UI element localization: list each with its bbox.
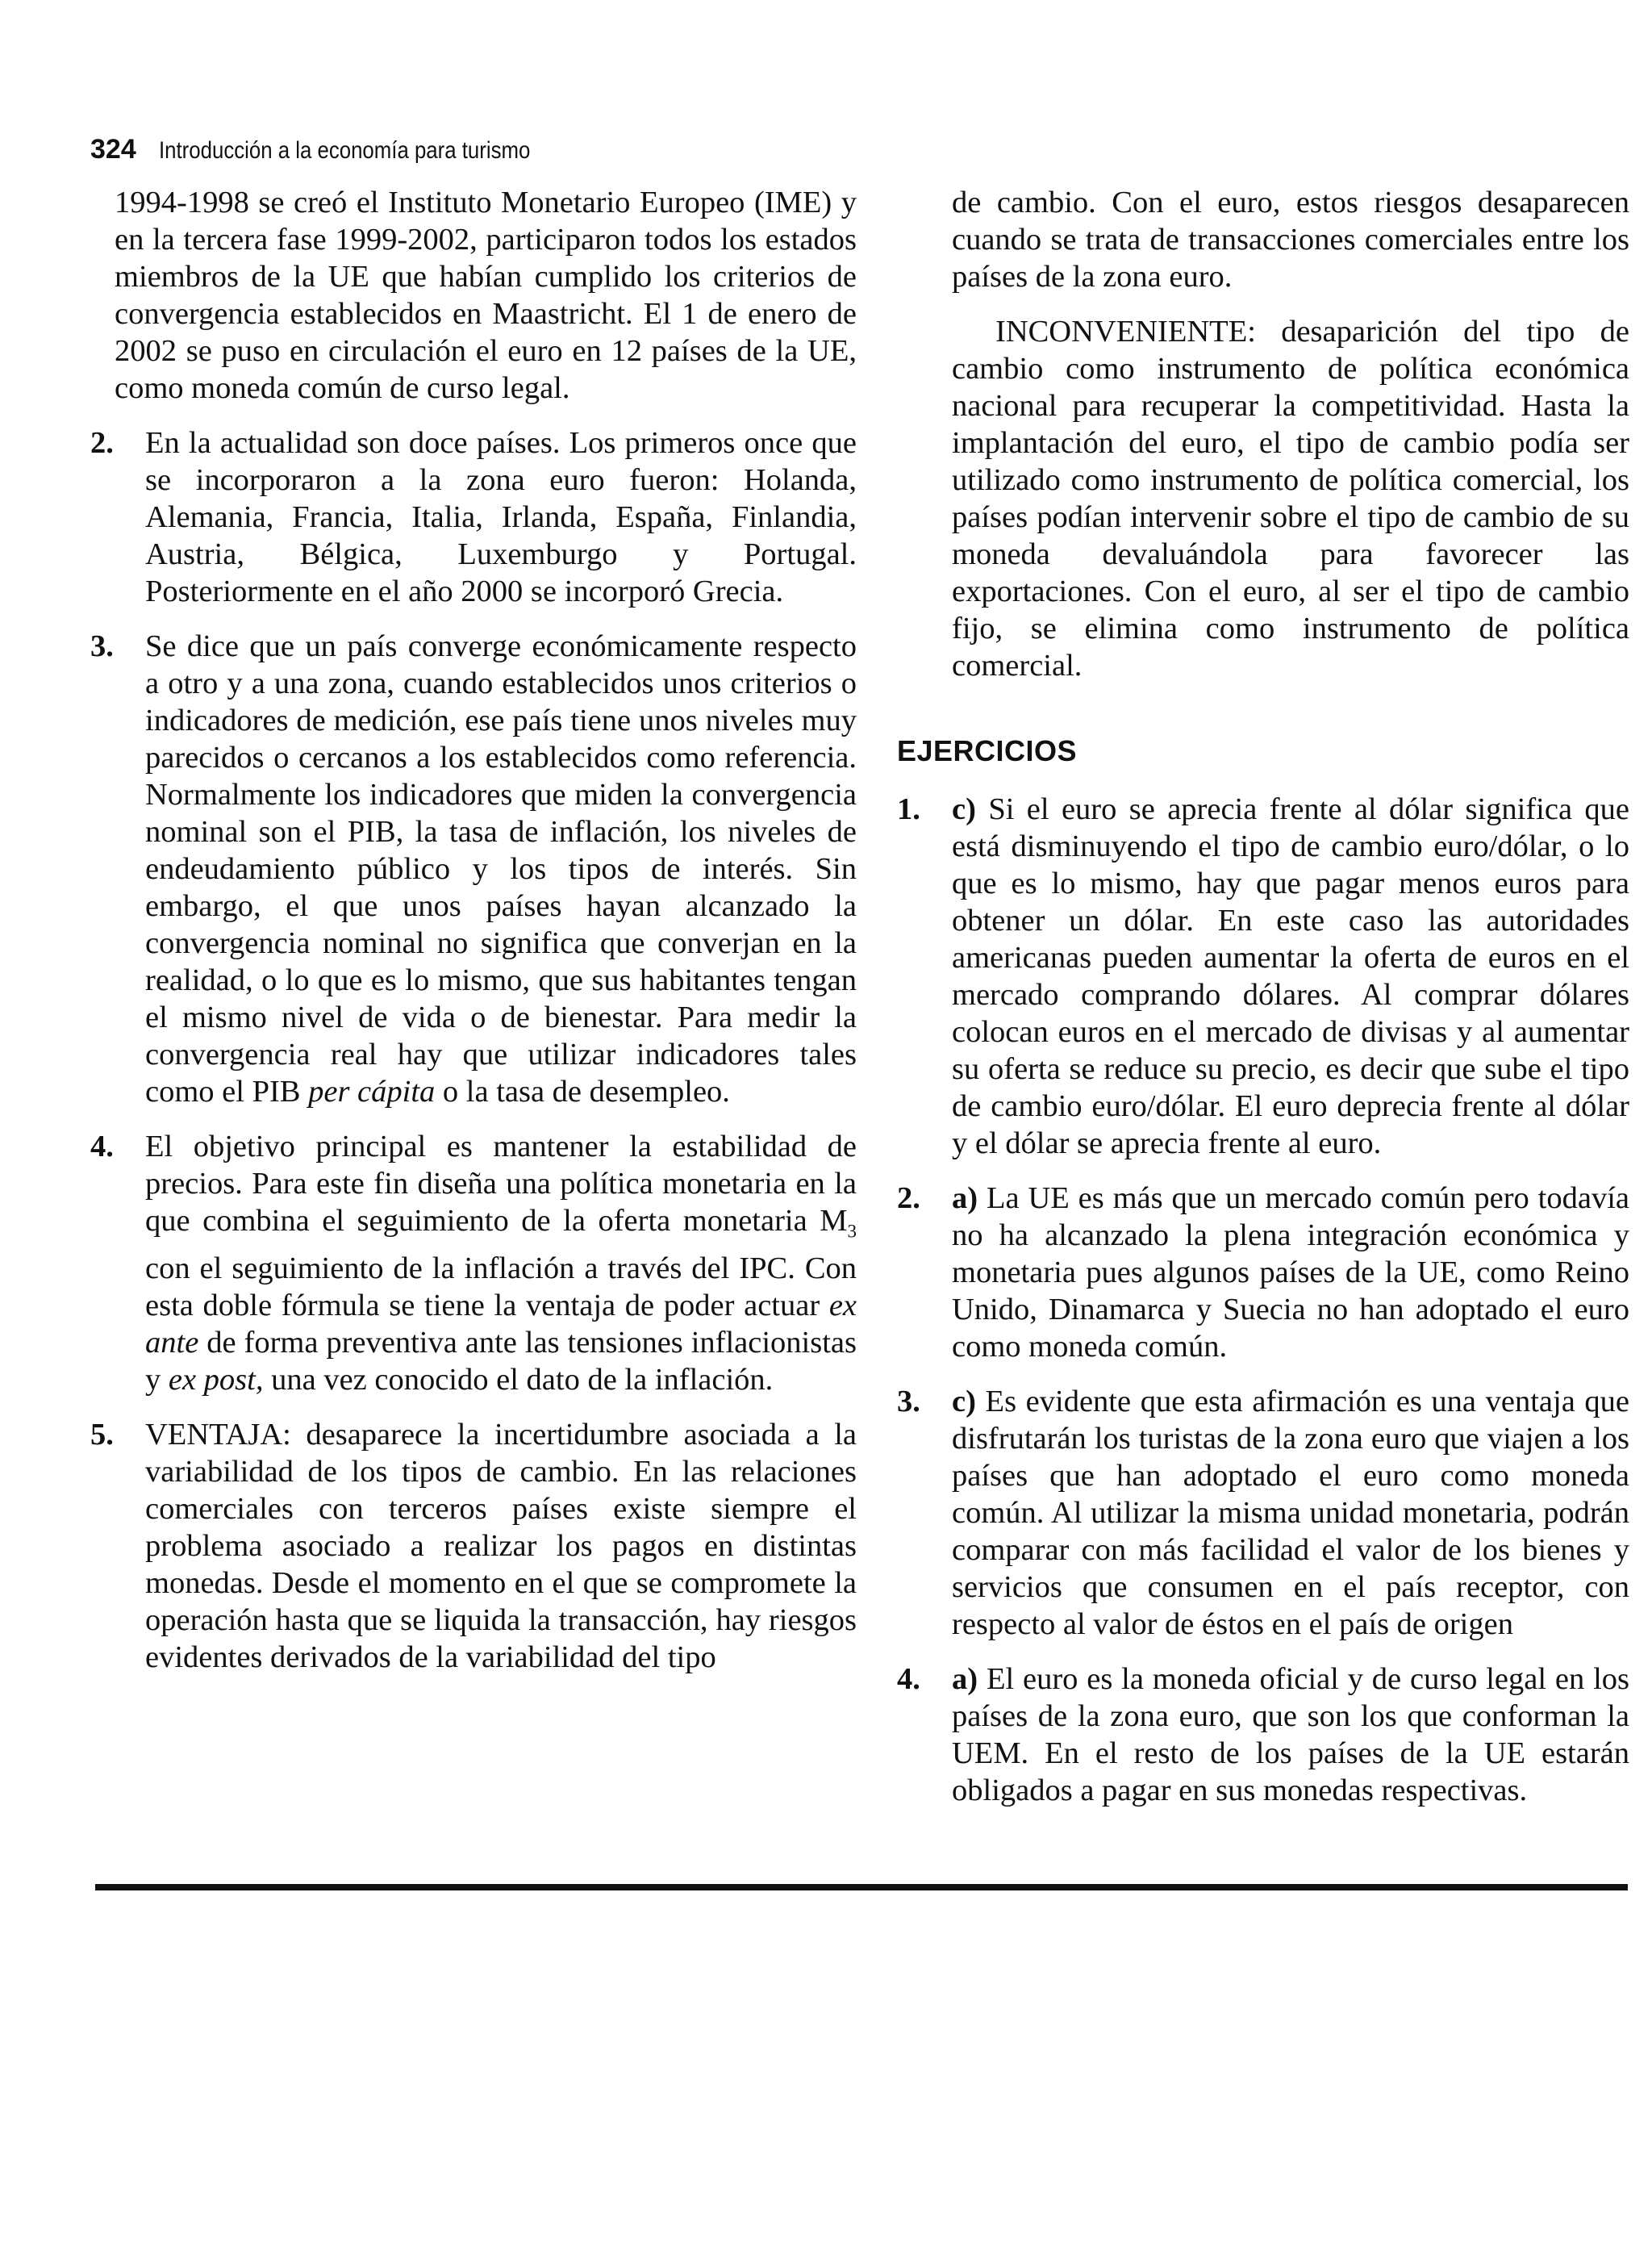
running-title: Introducción a la economía para turismo — [158, 137, 531, 164]
exercise-item-2 — [897, 1180, 1629, 1365]
item-text: de forma preventiva ante las tensiones inflacionistas y — [145, 1325, 857, 1397]
item-number: 1. — [897, 792, 920, 826]
answer-letter: c) — [952, 1385, 976, 1418]
item-text: Se dice que un país converge económicamente respecto a otro y a una zona, cuando establecidos unos criterios o indicadores de medición, ese país tiene unos niveles muy parecidos o cercanos a los establecidos como referencia. Normalmente los indicadores que miden la convergencia nominal son el PIB, la tasa de inflación, los niveles de endeudamiento público y los tipos de interés. Sin embargo, el que unos países hayan alcanzado la convergencia nominal no significa que converjan en la realidad, o lo que es lo mismo, que sus habitantes tengan el mismo nivel de vida o de bienestar. Para medir la convergencia real hay que utilizar indicadores tales como el PIB — [145, 629, 857, 1109]
right-column — [897, 184, 1630, 1827]
subscript: 3 — [847, 1220, 857, 1242]
item-text: VENTAJA: desaparece la incertidumbre asociada a la variabilidad de los tipos de cambio. En las relaciones comerciales con terceros países existe siempre el problema asociado a realizar los pagos en distintas monedas. Desde el momento en el que se compromete la operación hasta que se liquida la transacción, hay riesgos evidentes derivados de la variabilidad del tipo — [145, 1417, 857, 1674]
answer-item-4 — [90, 1128, 857, 1398]
item-text: La UE es más que un mercado común pero todavía no ha alcanzado la plena integración económica y monetaria pues algunos países de la UE, como Reino Unido, Dinamarca y Suecia no han adoptado el euro como moneda común. — [952, 1181, 1630, 1364]
section-heading: EJERCICIOS — [897, 734, 1078, 767]
item-text: Si el euro se aprecia frente al dólar significa que está disminuyendo el tipo de cambio euro/dólar, o lo que es lo mismo, hay que pagar menos euros para obtener un dólar. En este caso las autoridades americanas pueden aumentar la oferta de euros en el mercado comprando dólares. Al comprar dólares colocan euros en el mercado de divisas y al aumentar su oferta se reduce su precio, es decir que sube el tipo de cambio euro/dólar. El euro deprecia frente al dólar y el dólar se aprecia frente al euro. — [952, 792, 1630, 1160]
exercise-item-4 — [897, 1661, 1629, 1809]
item-text: una vez conocido el dato de la inflación. — [263, 1362, 774, 1397]
page-header — [90, 134, 590, 165]
answer-letter: a) — [952, 1181, 978, 1215]
left-column — [90, 184, 857, 1694]
answer-letter: a) — [952, 1662, 978, 1696]
inconveniente-paragraph: INCONVENIENTE: desaparición del tipo de cambio como instrumento de política económica nacional para recuperar la competitividad. Hasta la implantación del euro, el tipo de cambio podía ser utilizado como instrumento de política comercial, los países podían intervenir sobre el tipo de cambio de su moneda devaluándola para favorecer las exportaciones. Con el euro, al ser el tipo de cambio fijo, se elimina como instrumento de política comercial. — [952, 315, 1629, 683]
item-text: El euro es la moneda oficial y de curso legal en los países de la zona euro, que son los que conforman la UEM. En el resto de los países de la UE estarán obligados a pagar en sus monedas respectivas. — [952, 1662, 1630, 1807]
item-number: 3. — [90, 629, 114, 663]
item-number: 3. — [897, 1385, 920, 1418]
answer-item-5 — [90, 1416, 857, 1676]
item-number: 4. — [897, 1662, 920, 1696]
item-number: 2. — [90, 426, 114, 460]
item-text: En la actualidad son doce países. Los primeros once que se incorporaron a la zona euro fueron: Holanda, Alemania, Francia, Italia, Irlanda, España, Finlandia, Austria, Bélgica, Luxemburgo y Portugal. Posteriormente en el año 2000 se incorporó Grecia. — [145, 426, 857, 608]
item-text-italic: ex ante — [145, 1288, 857, 1360]
item-text-italic: per cápita — [308, 1075, 436, 1109]
item-number: 4. — [90, 1130, 114, 1163]
item-text: Es evidente que esta afirmación es una ventaja que disfrutarán los turistas de la zona euro que viajen a los países que han adoptado el euro como moneda común. Al utilizar la misma unidad monetaria, podrán comparar con más facilidad el valor de los bienes y servicios que consumen en el país receptor, con respecto al valor de éstos en el país de origen — [952, 1385, 1629, 1641]
exercise-item-1 — [897, 791, 1629, 1162]
item-number: 5. — [90, 1417, 114, 1452]
item-text: con el seguimiento de la inflación a través del IPC. Con esta doble fórmula se tiene la ventaja de poder actuar — [145, 1251, 857, 1322]
answer-item-2 — [90, 424, 857, 610]
item-text: o la tasa de desempleo. — [435, 1075, 730, 1109]
intro-paragraph: 1994-1998 se creó el Instituto Monetario Europeo (IME) y en la tercera fase 1999-2002, participaron todos los estados miembros de la UE que habían cumplido los criterios de convergencia establecidos en Maastricht. El 1 de enero de 2002 se puso en circulación el euro en 12 países de la UE, como moneda común de curso legal. — [115, 186, 857, 405]
page-number: 324 — [90, 134, 136, 165]
item-text-italic: ex post, — [168, 1362, 264, 1397]
continuation-paragraph: de cambio. Con el euro, estos riesgos desaparecen cuando se trata de transacciones comerciales entre los países de la zona euro. — [952, 186, 1629, 294]
exercise-item-3 — [897, 1383, 1629, 1643]
answer-letter: c) — [952, 792, 976, 826]
item-number: 2. — [897, 1181, 920, 1215]
item-text: El objetivo principal es mantener la estabilidad de precios. Para este fin diseña una política monetaria en la que combina el seguimiento de la oferta monetaria M — [145, 1130, 857, 1238]
bottom-rule — [95, 1884, 1628, 1890]
answer-item-3 — [90, 628, 857, 1110]
